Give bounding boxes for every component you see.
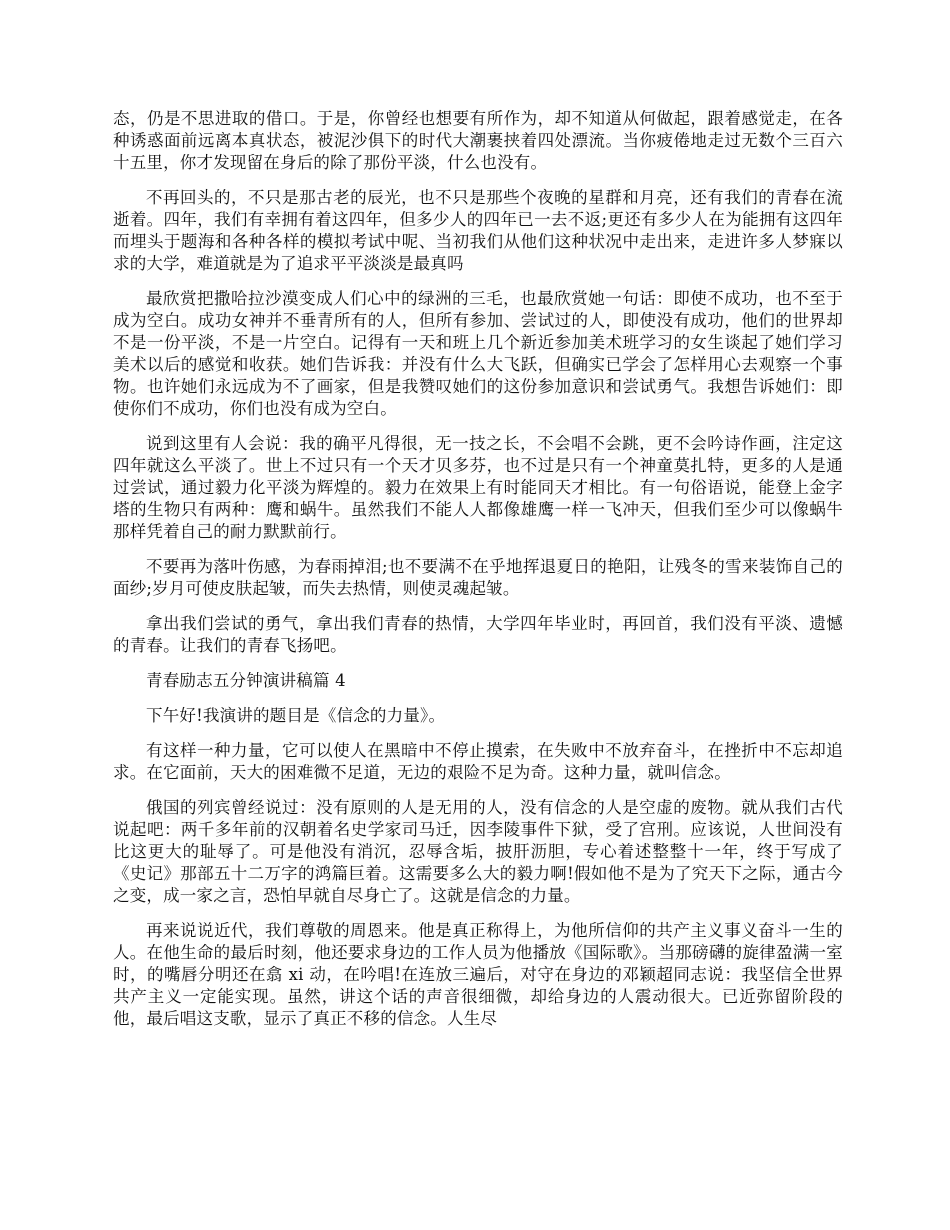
document-body xyxy=(113,108,843,1043)
paragraph-3: 最欣赏把撒哈拉沙漠变成人们心中的绿洲的三毛，也最欣赏她一句话：即使不成功，也不至于成为空白。成功女神并不垂青所有的人，但所有参加、尝试过的人，即使没有成功，他们的世界却不是一份平淡，不是一片空白。记得有一天和班上几个新近参加美术班学习的女生谈起了她们学习美术以后的感觉和收获。她们告诉我：并没有什么大飞跃，但确实已学会了怎样用心去观察一个事物。也许她们永远成为不了画家，但是我赞叹她们的这份参加意识和尝试勇气。我想告诉她们：即使你们不成功，你们也没有成为空白。 xyxy=(113,289,843,418)
paragraph-6: 拿出我们尝试的勇气，拿出我们青春的热情，大学四年毕业时，再回首，我们没有平淡、遗憾的青春。让我们的青春飞扬吧。 xyxy=(113,614,843,655)
paragraph-2: 不再回头的，不只是那古老的辰光，也不只是那些个夜晚的星群和月亮，还有我们的青春在流逝着。四年，我们有幸拥有着这四年，但多少人的四年已一去不返;更还有多少人在为能拥有这四年而埋头于题海和各种各样的模拟考试中呢、当初我们从他们这种状况中走出来，走进许多人梦寐以求的大学，难道就是为了追求平平淡淡是最真吗 xyxy=(113,188,843,273)
section-heading: 青春励志五分钟演讲稿篇 4 xyxy=(146,671,346,690)
paragraph-greeting: 下午好!我演讲的题目是《信念的力量》。 xyxy=(146,706,446,725)
paragraph-4: 说到这里有人会说：我的确平凡得很，无一技之长，不会唱不会跳，更不会吟诗作画，注定这四年就这么平淡了。世上不过只有一个天才贝多芬，也不过是只有一个神童莫扎特，更多的人是通过尝试，通过毅力化平淡为辉煌的。毅力在效果上有时能同天才相比。有一句俗语说，能登上金字塔的生物只有两种：鹰和蜗牛。虽然我们不能人人都像雄鹰一样一飞冲天，但我们至少可以像蜗牛那样凭着自己的耐力默默前行。 xyxy=(113,434,843,541)
paragraph-5: 不要再为落叶伤感，为春雨掉泪;也不要满不在乎地挥退夏日的艳阳，让残冬的雪来装饰自己的面纱;岁月可使皮肤起皱，而失去热情，则使灵魂起皱。 xyxy=(113,557,843,598)
paragraph-9: 俄国的列宾曾经说过：没有原则的人是无用的人，没有信念的人是空虚的废物。就从我们古代说起吧：两千多年前的汉朝着名史学家司马迁，因李陵事件下狱，受了宫刑。应该说，人世间没有比这更大的耻辱了。可是他没有消沉，忍辱含垢，披肝沥胆，专心着述整整十一年，终于写成了《史记》那部五十二万字的鸿篇巨着。这需要多么大的毅力啊!假如他不是为了究天下之际，通古今之变，成一家之言，恐怕早就自尽身亡了。这就是信念的力量。 xyxy=(113,798,843,905)
paragraph-8: 有这样一种力量，它可以使人在黑暗中不停止摸索，在失败中不放弃奋斗，在挫折中不忘却追求。在它面前，天大的困难微不足道，无边的艰险不足为奇。这种力量，就叫信念。 xyxy=(113,741,843,782)
paragraph-10: 再来说说近代，我们尊敬的周恩来。他是真正称得上，为他所信仰的共产主义事义奋斗一生的人。在他生命的最后时刻，他还要求身边的工作人员为他播放《国际歌》。当那磅礴的旋律盈满一室时，的嘴唇分明还在翕 xi 动，在吟唱!在连放三遍后，对守在身边的邓颖超同志说：我坚信全世界共产主义一定能实现。虽然，讲这个话的声音很细微，却给身边的人震动很大。已近弥留阶段的他，最后唱这支歌，显示了真正不移的信念。人生尽 xyxy=(113,921,843,1028)
paragraph-1: 态，仍是不思进取的借口。于是，你曾经也想要有所作为，却不知道从何做起，跟着感觉走，在各种诱惑面前远离本真状态，被泥沙俱下的时代大潮裹挟着四处漂流。当你疲倦地走过无数个三百六十五里，你才发现留在身后的除了那份平淡，什么也没有。 xyxy=(113,109,843,172)
